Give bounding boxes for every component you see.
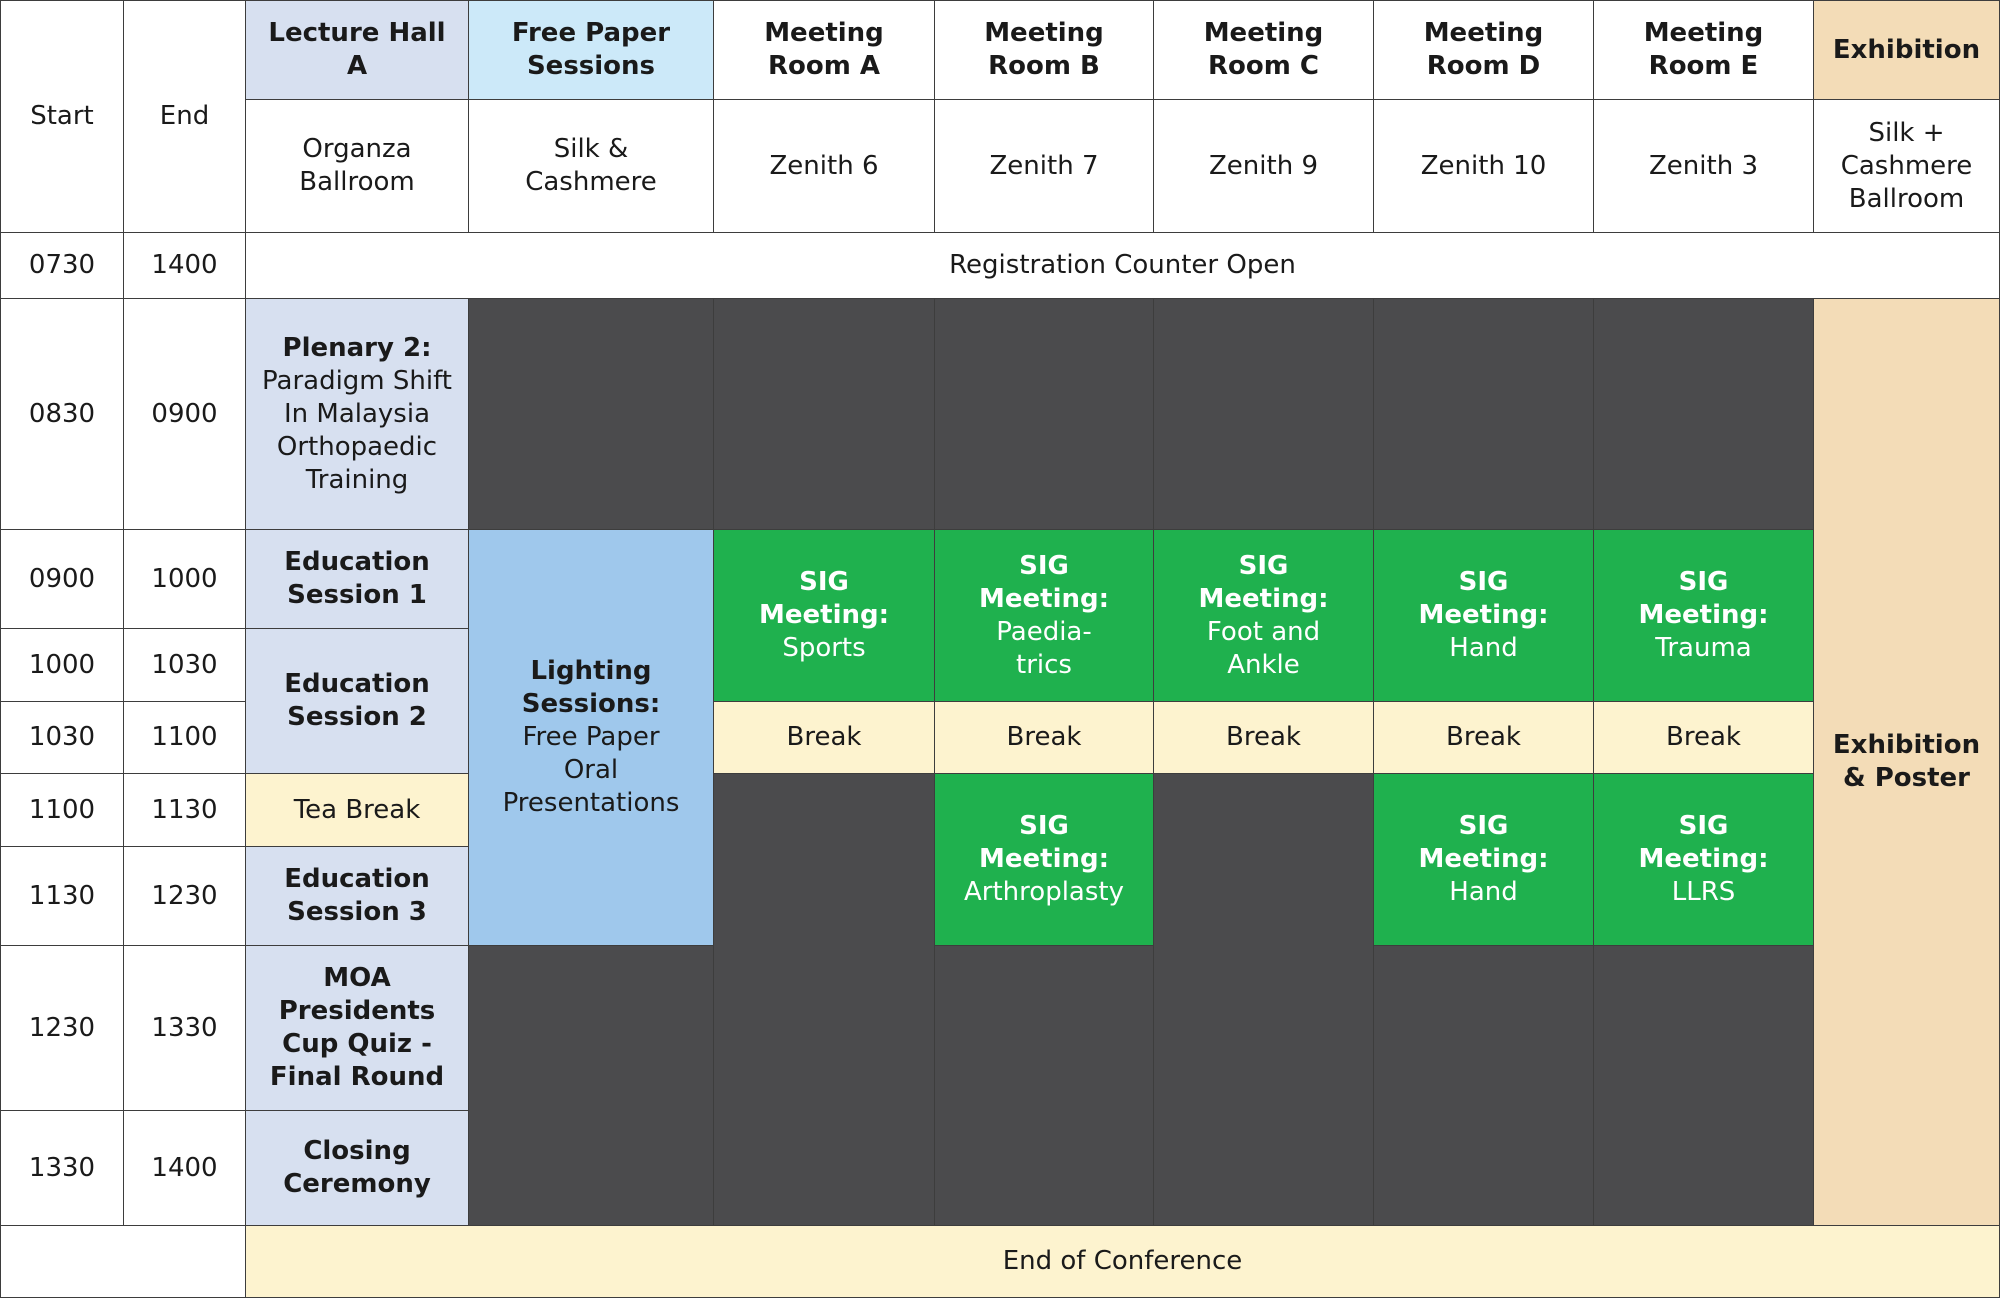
room-header-lecture-hall-a: [245, 0, 469, 100]
room-name: Exhibition: [1832, 34, 1981, 65]
plenary-topic: Paradigm Shift In Malaysia Orthopaedic Training: [262, 365, 452, 495]
venue-zenith-6: [713, 99, 935, 233]
unused-slot: [1593, 945, 1814, 1226]
break-room-d: Break: [1373, 701, 1594, 774]
room-name: Meeting Room A: [764, 18, 884, 81]
room-name: Meeting Room C: [1203, 18, 1324, 81]
education-session-2: Education Session 2: [245, 628, 469, 774]
unused-slot: [713, 773, 935, 1226]
end-label: End: [159, 101, 210, 131]
unused-slot: [1593, 298, 1814, 530]
unused-slot: [1153, 773, 1374, 1226]
start-column-header: [0, 0, 124, 233]
sig-topic: Hand: [1449, 877, 1518, 907]
venue-zenith-7: [934, 99, 1154, 233]
time-start: 1130: [0, 846, 124, 946]
time-end: 1400: [123, 1110, 246, 1226]
time-end: 1230: [123, 846, 246, 946]
exhibition-and-poster: Exhibition & Poster: [1813, 298, 2000, 1226]
sig-topic: Sports: [782, 633, 866, 663]
sig-meeting-label: SIG Meeting:: [1418, 567, 1549, 630]
lighting-sessions-title: Lighting Sessions:: [521, 656, 661, 719]
time-start: 0900: [0, 529, 124, 629]
unused-slot: [1153, 298, 1374, 530]
venue-name: Silk & Cashmere: [525, 134, 657, 197]
room-header-meeting-room-a: [713, 0, 935, 100]
time-end: 1400: [123, 232, 246, 299]
time-start: 0830: [0, 298, 124, 530]
venue-silk-cashmere-ballroom: [1813, 99, 2000, 233]
room-header-free-paper-sessions: [468, 0, 714, 100]
end-column-header: [123, 0, 246, 233]
room-header-meeting-room-b: [934, 0, 1154, 100]
sig-meeting-label: SIG Meeting:: [1418, 811, 1549, 874]
venue-name: Zenith 6: [769, 150, 879, 181]
unused-slot: [934, 945, 1154, 1226]
unused-slot: [468, 298, 714, 530]
unused-slot: [1373, 298, 1594, 530]
unused-slot: [468, 945, 714, 1226]
sig-meeting-label: SIG Meeting:: [1638, 811, 1769, 874]
sig-meeting-label: SIG Meeting:: [979, 550, 1109, 614]
sig-meeting-hand: [1373, 529, 1594, 702]
venue-name: Zenith 9: [1209, 150, 1318, 181]
sig-meeting-label: SIG Meeting:: [979, 811, 1109, 874]
unused-slot: [934, 298, 1154, 530]
footer-blank-cell: [0, 1225, 246, 1298]
time-start: 0730: [0, 232, 124, 299]
sig-topic: Trauma: [1655, 633, 1752, 663]
time-end: 1330: [123, 945, 246, 1111]
start-label: Start: [30, 101, 94, 131]
sig-topic: Paedia- trics: [996, 616, 1092, 680]
venue-zenith-9: [1153, 99, 1374, 233]
sig-meeting-label: SIG Meeting:: [1638, 567, 1769, 630]
venue-silk-cashmere: [468, 99, 714, 233]
education-session-3: Education Session 3: [245, 846, 469, 946]
room-name: Lecture Hall A: [268, 18, 446, 81]
sig-meeting-paediatrics: [934, 529, 1154, 702]
unused-slot: [713, 298, 935, 530]
venue-name: Zenith 3: [1649, 150, 1758, 181]
sig-meeting-arthroplasty: [934, 773, 1154, 946]
sig-meeting-hand: [1373, 773, 1594, 946]
unused-slot: [1373, 945, 1594, 1226]
venue-organza-ballroom: [245, 99, 469, 233]
break-room-b: Break: [934, 701, 1154, 774]
registration-counter-open: Registration Counter Open: [245, 232, 2000, 299]
time-end: 1030: [123, 628, 246, 702]
room-name: Meeting Room E: [1643, 18, 1764, 81]
plenary-title: Plenary 2:: [282, 332, 432, 363]
venue-zenith-10: [1373, 99, 1594, 233]
room-header-exhibition: [1813, 0, 2000, 100]
plenary-2-session: [245, 298, 469, 530]
time-start: 1030: [0, 701, 124, 774]
sig-meeting-llrs: [1593, 773, 1814, 946]
venue-name: Zenith 10: [1420, 150, 1547, 181]
room-header-meeting-room-d: [1373, 0, 1594, 100]
sig-topic: LLRS: [1671, 877, 1736, 907]
room-header-meeting-room-e: [1593, 0, 1814, 100]
time-end: 1000: [123, 529, 246, 629]
venue-name: Zenith 7: [989, 150, 1099, 181]
time-start: 1230: [0, 945, 124, 1111]
closing-ceremony: Closing Ceremony: [245, 1110, 469, 1226]
sig-meeting-foot-and-ankle: [1153, 529, 1374, 702]
room-name: Meeting Room B: [984, 18, 1104, 81]
time-end: 0900: [123, 298, 246, 530]
time-end: 1100: [123, 701, 246, 774]
time-start: 1100: [0, 773, 124, 847]
sig-meeting-label: SIG Meeting:: [1198, 550, 1329, 614]
lighting-sessions-detail: Free Paper Oral Presentations: [502, 722, 680, 818]
room-name: Free Paper Sessions: [511, 18, 671, 81]
break-room-a: Break: [713, 701, 935, 774]
moa-presidents-cup-quiz: MOA Presidents Cup Quiz - Final Round: [245, 945, 469, 1111]
room-header-meeting-room-c: [1153, 0, 1374, 100]
time-start: 1330: [0, 1110, 124, 1226]
venue-name: Silk + Cashmere Ballroom: [1840, 117, 1973, 214]
break-room-c: Break: [1153, 701, 1374, 774]
sig-topic: Arthroplasty: [964, 877, 1124, 907]
time-end: 1130: [123, 773, 246, 847]
venue-zenith-3: [1593, 99, 1814, 233]
sig-meeting-label: SIG Meeting:: [759, 567, 889, 630]
sig-topic: Foot and Ankle: [1206, 616, 1321, 680]
sig-topic: Hand: [1449, 633, 1518, 663]
sig-meeting-sports: [713, 529, 935, 702]
break-room-e: Break: [1593, 701, 1814, 774]
time-start: 1000: [0, 628, 124, 702]
education-session-1: Education Session 1: [245, 529, 469, 629]
venue-name: Organza Ballroom: [299, 134, 415, 197]
lighting-sessions: [468, 529, 714, 946]
room-name: Meeting Room D: [1423, 18, 1544, 81]
end-of-conference: End of Conference: [245, 1225, 2000, 1298]
sig-meeting-trauma: [1593, 529, 1814, 702]
tea-break: Tea Break: [245, 773, 469, 847]
